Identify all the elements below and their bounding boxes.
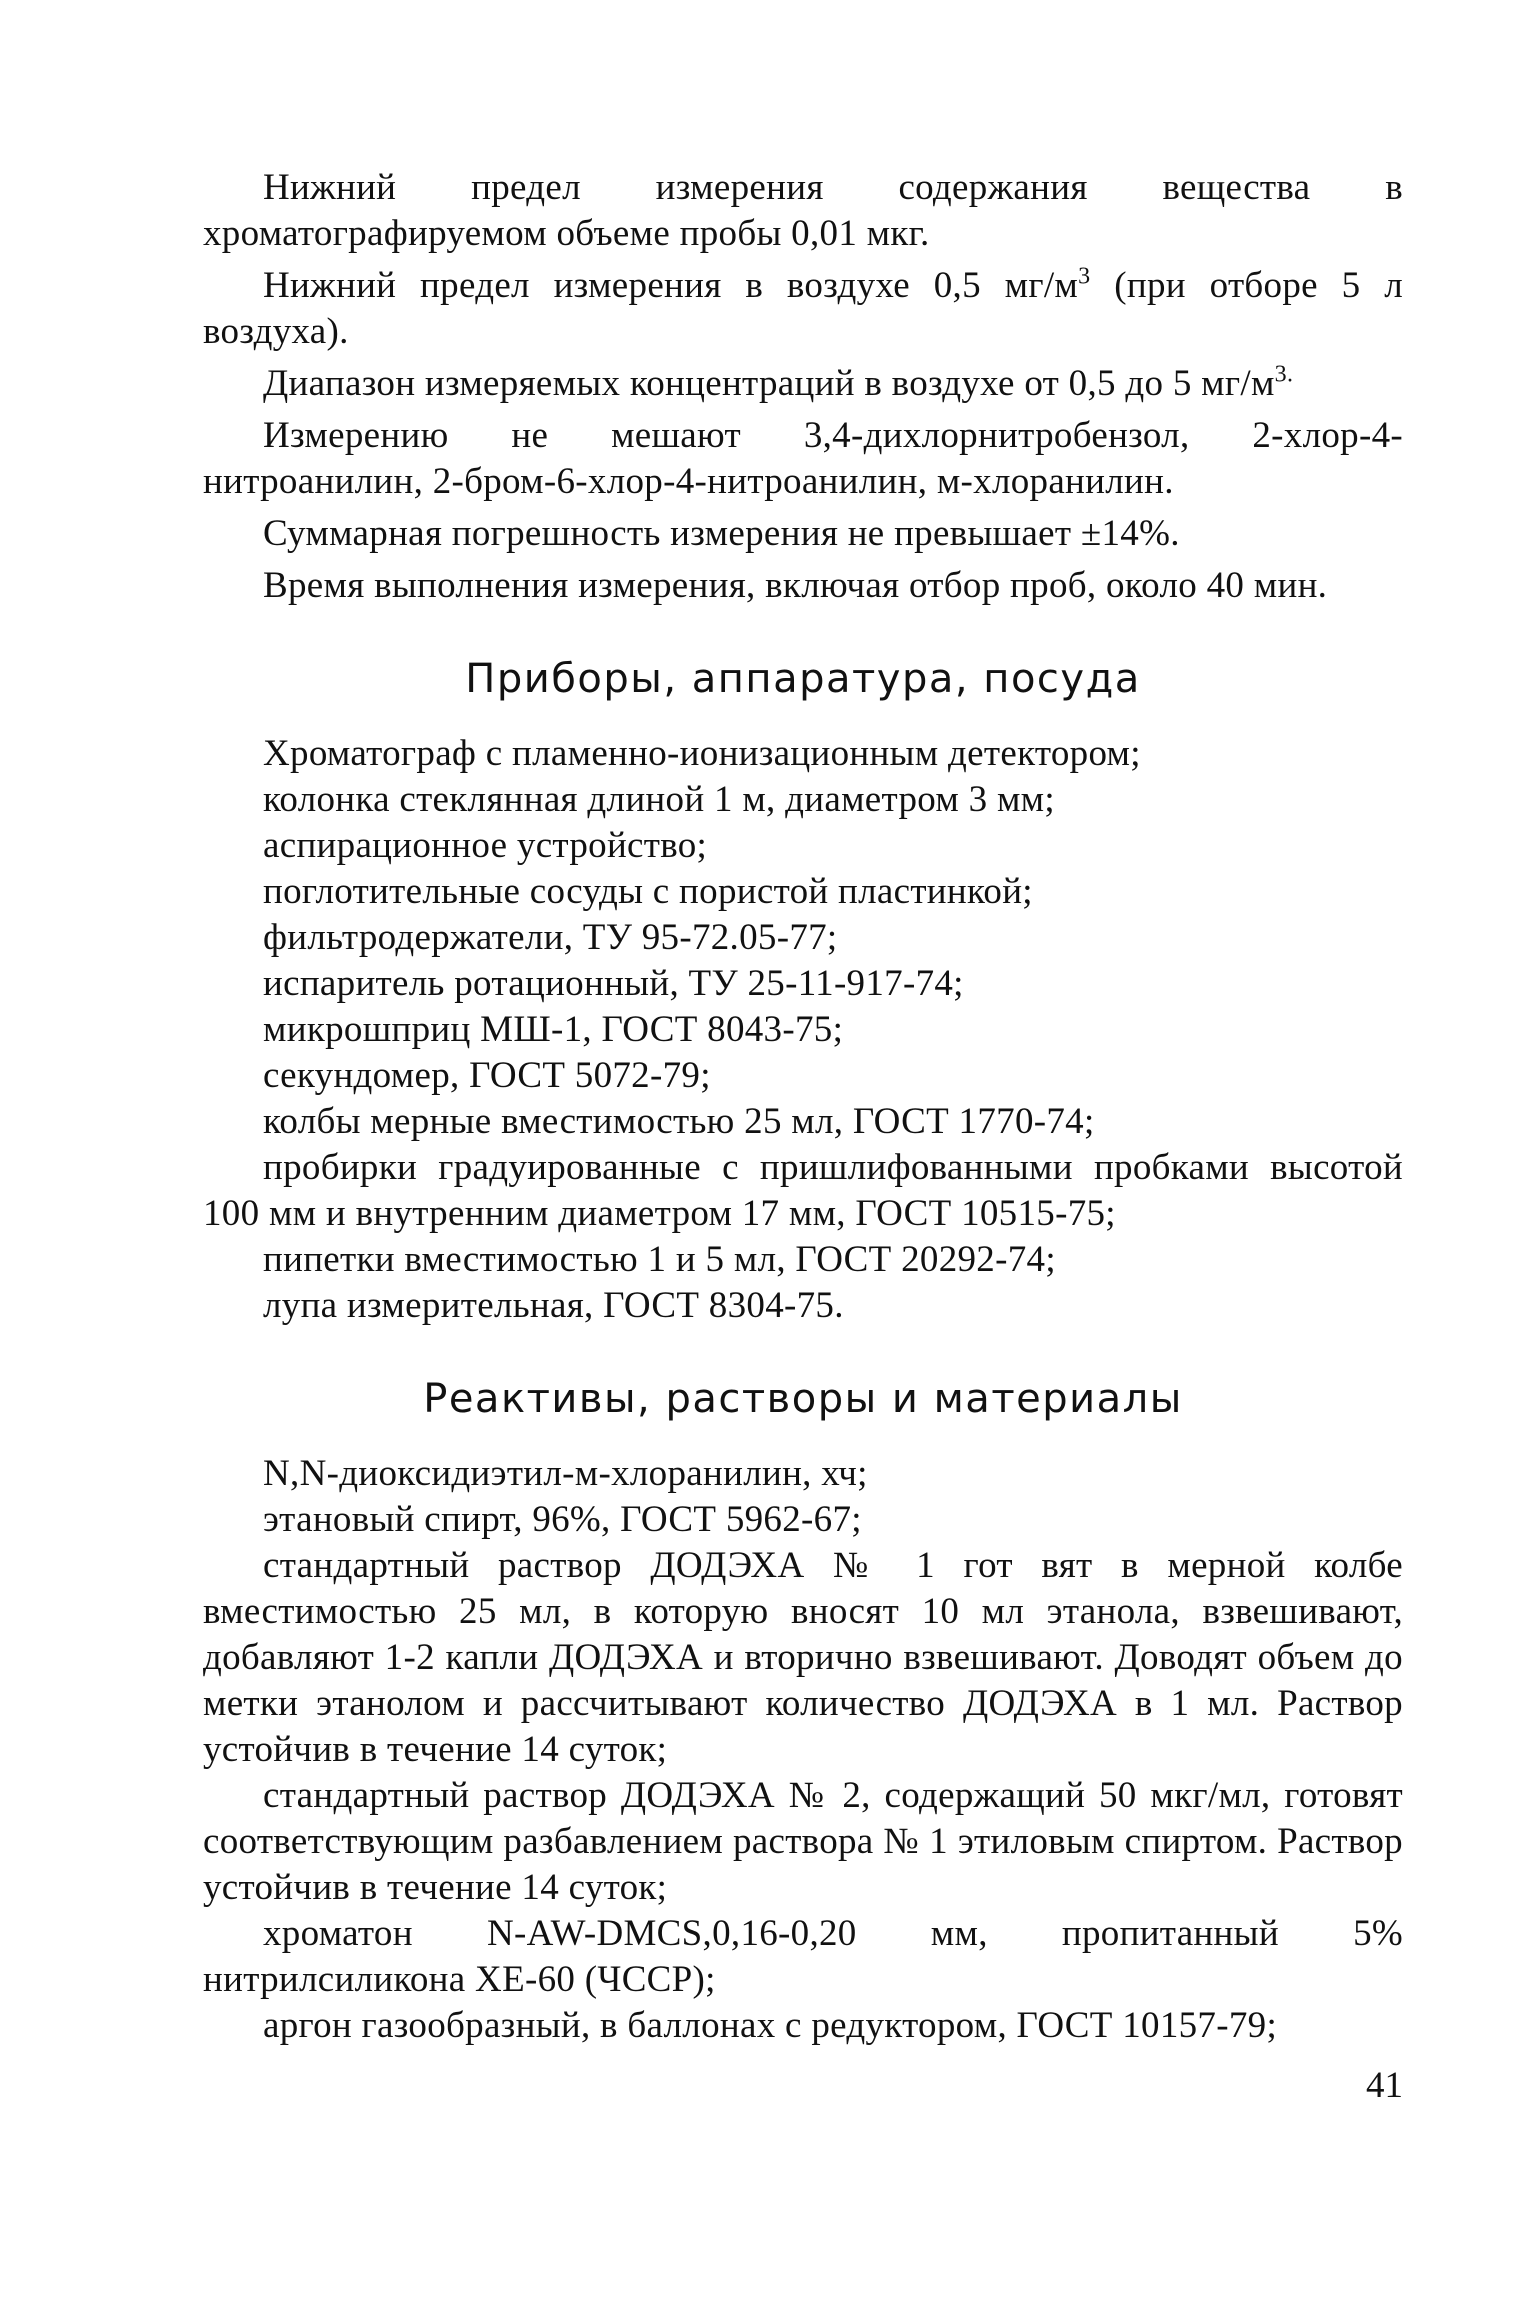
- equipment-item: аспирационное устройство;: [263, 825, 708, 866]
- reagent-item: этановый спирт, 96%, ГОСТ 5962-67;: [263, 1499, 862, 1540]
- paragraph-range-text: Диапазон измеряемых концентраций в воздухе от 0,5 до 5 мг/м: [263, 363, 1275, 404]
- reagents-list: [203, 1451, 1403, 2049]
- paragraph-lower-limit-sample: Нижний предел измерения содержания вещества в хроматографируемом объеме пробы 0,01 мкг.: [203, 167, 1403, 254]
- document-page: [203, 165, 1403, 2049]
- paragraph-interference: Измерению не мешают 3,4-дихлорнитробензол, 2-хлор-4-нитроанилин, 2-бром-6-хлор-4-нитроанилин, м-хлоранилин.: [203, 415, 1403, 502]
- reagent-item: стандартный раствор ДОДЭХА № 1 гот вят в мерной колбе вместимостью 25 мл, в которую вносят 10 мл этанола, взвешивают, добавляют 1-2 капли ДОДЭХА и вторично взвешивают. Доводят объем до метки этанолом и рассчитывают количество ДОДЭХА в 1 мл. Раствор устойчив в течение 14 суток;: [203, 1545, 1403, 1770]
- equipment-list: [203, 731, 1403, 1329]
- page-number: 41: [1366, 2065, 1403, 2106]
- reagent-item: хроматон N-AW-DMCS,0,16-0,20 мм, пропитанный 5% нитрилсиликона XE-60 (ЧССР);: [203, 1913, 1403, 2000]
- paragraph-lower-limit-air-tail: (при отборе 5 л воздуха).: [203, 265, 1403, 352]
- reagent-item: стандартный раствор ДОДЭХА № 2, содержащий 50 мкг/мл, готовят соответствующим разбавлением раствора № 1 этиловым спиртом. Раствор устойчив в течение 14 суток;: [203, 1775, 1403, 1908]
- equipment-item: микрошприц МШ-1, ГОСТ 8043-75;: [263, 1009, 844, 1050]
- reagent-item: N,N-диоксидиэтил-м-хлоранилин, хч;: [263, 1453, 868, 1494]
- paragraph-range: [203, 361, 1403, 407]
- equipment-item: колонка стеклянная длиной 1 м, диаметром 3 мм;: [263, 779, 1055, 820]
- equipment-item: пробирки градуированные с пришлифованными пробками высотой 100 мм и внутренним диаметром 17 мм, ГОСТ 10515-75;: [203, 1147, 1403, 1234]
- paragraph-lower-limit-air-text: Нижний предел измерения в воздухе 0,5 мг/м: [263, 265, 1079, 306]
- equipment-item: пипетки вместимостью 1 и 5 мл, ГОСТ 20292-74;: [263, 1239, 1056, 1280]
- equipment-item: поглотительные сосуды с пористой пластинкой;: [263, 871, 1033, 912]
- superscript-cube: 3: [1078, 263, 1091, 290]
- paragraph-error: Суммарная погрешность измерения не превышает ±14%.: [263, 513, 1180, 554]
- equipment-item: испаритель ротационный, ТУ 25-11-917-74;: [263, 963, 964, 1004]
- heading-equipment: Приборы, аппаратура, посуда: [465, 656, 1141, 702]
- heading-reagents: Реактивы, растворы и материалы: [423, 1376, 1183, 1422]
- equipment-item: Хроматограф с пламенно-ионизационным детектором;: [263, 733, 1141, 774]
- reagent-item: аргон газообразный, в баллонах с редуктором, ГОСТ 10157-79;: [263, 2005, 1278, 2046]
- equipment-item: лупа измерительная, ГОСТ 8304-75.: [263, 1285, 844, 1326]
- paragraph-lower-limit-air: [203, 263, 1403, 355]
- equipment-item: фильтродержатели, ТУ 95-72.05-77;: [263, 917, 838, 958]
- equipment-item: секундомер, ГОСТ 5072-79;: [263, 1055, 711, 1096]
- equipment-item: колбы мерные вместимостью 25 мл, ГОСТ 1770-74;: [263, 1101, 1095, 1142]
- superscript-cube-2: 3.: [1274, 361, 1294, 388]
- paragraph-duration: Время выполнения измерения, включая отбор проб, около 40 мин.: [263, 565, 1328, 606]
